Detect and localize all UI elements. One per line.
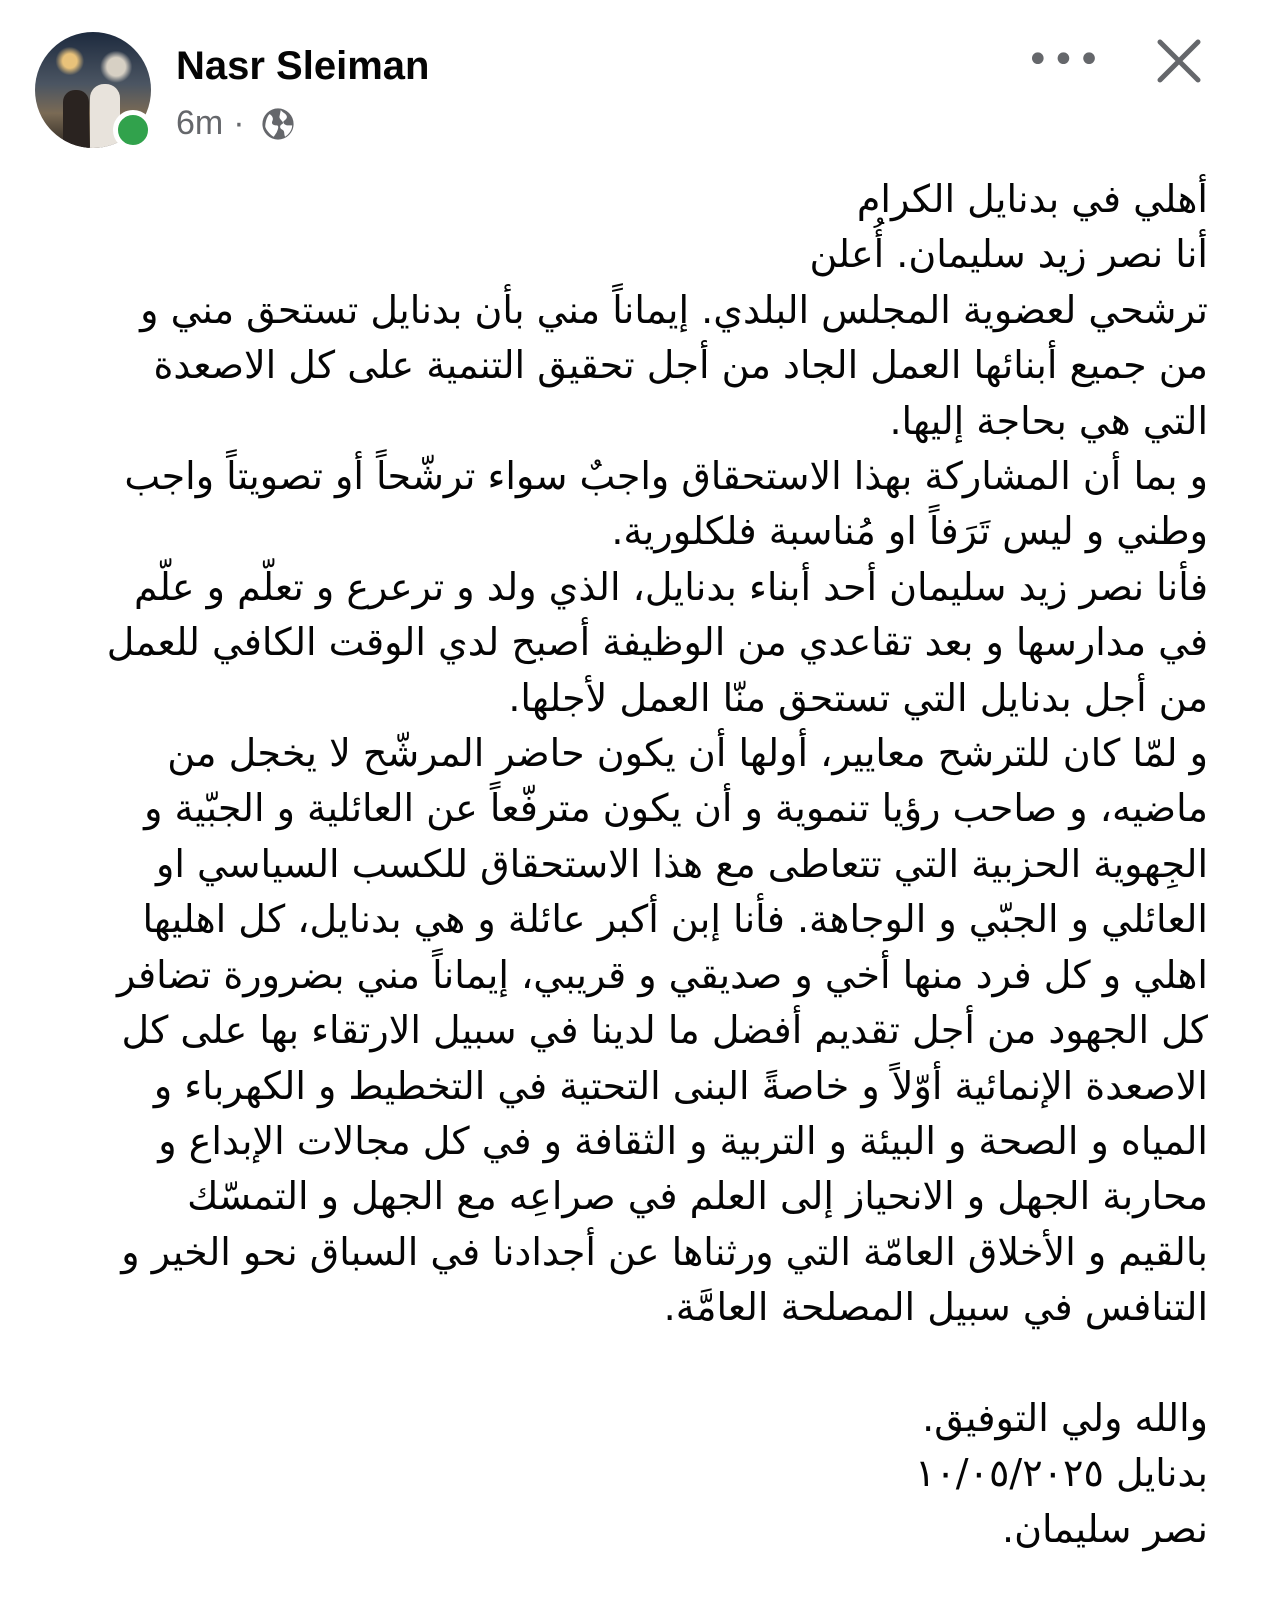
post-line: و بما أن المشاركة بهذا الاستحقاق واجبٌ سواء ترشّحاً أو تصويتاً واجب [124, 454, 1208, 499]
globe-icon[interactable] [261, 107, 295, 141]
post-line: العائلي و الجبّي و الوجاهة. فأنا إبن أكبر عائلة و هي بدنايل، كل اهليها [142, 897, 1208, 942]
post-line: من جميع أبنائها العمل الجاد من أجل تحقيق التنمية على كل الاصعدة [153, 343, 1208, 388]
post-line: ماضيه، و صاحب رؤيا تنموية و أن يكون مترفّعاً عن العائلية و الجبّية و [144, 786, 1208, 831]
post-time[interactable]: 6m [176, 104, 224, 142]
post-line: الجِهوية الحزبية التي تتعاطى مع هذا الاستحقاق للكسب السياسي او [156, 841, 1208, 886]
post-line: محاربة الجهل و الانحياز إلى العلم في صراعِه مع الجهل و التمسّك [187, 1174, 1208, 1219]
post-body [38, 172, 1208, 1557]
meta-separator: · [233, 104, 245, 142]
post-line: في مدارسها و بعد تقاعدي من الوظيفة أصبح لدي الوقت الكافي للعمل [106, 620, 1208, 665]
post-line: اهلي و كل فرد منها أخي و صديقي و قريبي، إيماناً مني بضرورة تضافر [117, 952, 1208, 997]
post-line: التنافس في سبيل المصلحة العامَّة. [663, 1285, 1208, 1330]
post-meta [176, 104, 295, 143]
post-line: و لمّا كان للترشح معايير، أولها أن يكون حاضر المرشّح لا يخجل من [167, 731, 1208, 776]
signature: نصر سليمان. [1002, 1506, 1208, 1551]
post-line: فأنا نصر زيد سليمان أحد أبناء بدنايل، الذي ولد و ترعرع و تعلّم و علّم [134, 564, 1208, 609]
post-line: بالقيم و الأخلاق العامّة التي ورثناها عن أجدادنا في السباق نحو الخير و [121, 1229, 1208, 1274]
post-line: أنا نصر زيد سليمان. أُعلن [809, 232, 1208, 277]
online-status-indicator [113, 110, 153, 150]
avatar-person [63, 90, 89, 148]
post-line: المياه و الصحة و البيئة و التربية و الثقافة و في كل مجالات الإبداع و [158, 1118, 1208, 1163]
blank-line [38, 1336, 1208, 1391]
close-icon[interactable] [1156, 38, 1202, 84]
post-line: الاصعدة الإنمائية أوّلاً و خاصةً البنى التحتية في التخطيط و الكهرباء و [153, 1063, 1208, 1108]
post-line: التي هي بحاجة إليها. [889, 398, 1208, 443]
post-line: ترشحي لعضوية المجلس البلدي. إيماناً مني بأن بدنايل تستحق مني و [140, 287, 1208, 332]
more-options-icon[interactable]: ••• [1026, 37, 1103, 83]
post-line: وطني و ليس تَرَفاً او مُناسبة فلكلورية. [611, 509, 1208, 554]
post-date: بدنايل ١٠/٠٥/٢٠٢٥ [914, 1451, 1208, 1496]
post-line: من أجل بدنايل التي تستحق منّا العمل لأجلها. [508, 675, 1208, 720]
post-line: أهلي في بدنايل الكرام [856, 177, 1208, 221]
post-line: كل الجهود من أجل تقديم أفضل ما لدينا في سبيل الارتقاء بها على كل [121, 1008, 1208, 1053]
author-name[interactable]: Nasr Sleiman [176, 44, 430, 88]
closing-line: والله ولي التوفيق. [922, 1395, 1208, 1440]
